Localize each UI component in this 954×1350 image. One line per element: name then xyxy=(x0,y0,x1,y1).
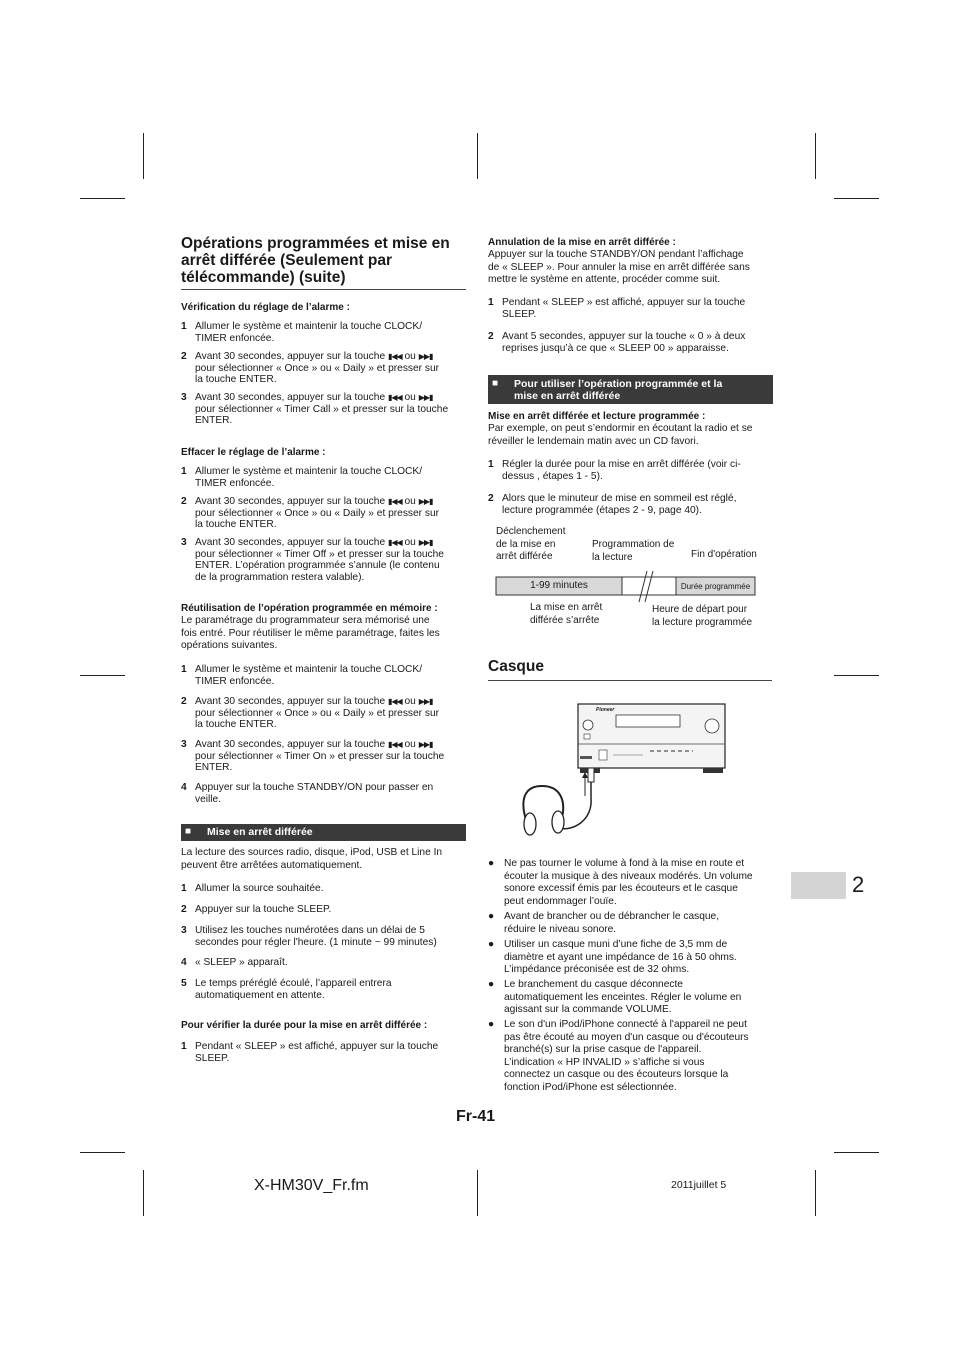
bullet-line: écouter la musique à des niveaux modérés. Un volume xyxy=(504,870,753,882)
para-line: La lecture des sources radio, disque, iPod, USB et Line In xyxy=(181,847,443,858)
step-line: pour sélectionner « Once » ou « Daily » et presser sur xyxy=(195,707,440,719)
step-line: TIMER enfoncée. xyxy=(195,675,275,687)
bullet-line: Avant de brancher ou de débrancher le casque, xyxy=(504,911,720,922)
annulation-step-2 xyxy=(488,331,778,354)
sleep-step-4 xyxy=(181,957,471,969)
step-line: Avant 30 secondes, appuyer sur la touche xyxy=(195,351,386,362)
combo-step-2 xyxy=(488,493,778,516)
crop-mark xyxy=(477,1170,478,1216)
bullet-line: peut endommager l’ouïe. xyxy=(504,895,617,907)
reutilisation-step-1 xyxy=(181,664,471,687)
volume-knob xyxy=(583,720,593,730)
casque-bullet-2 xyxy=(488,911,773,936)
footer-filename: X-HM30V_Fr.fm xyxy=(254,1177,369,1194)
bullet-line: fonction iPod/iPhone est sélectionnée. xyxy=(504,1081,677,1093)
annulation-heading: Annulation de la mise en arrêt différée : xyxy=(488,237,676,248)
step-line: Allumer le système et maintenir la touche CLOCK/ xyxy=(195,466,423,477)
next-track-icon: ▶▶▮ xyxy=(418,497,433,506)
label-line: arrêt différée xyxy=(496,551,553,562)
bar-line: mise en arrêt différée xyxy=(514,390,621,402)
para-line: de « SLEEP ». Pour annuler la mise en arrêt différée sans xyxy=(488,261,750,273)
previous-track-icon: ▮◀◀ xyxy=(387,740,402,749)
title-line: Opérations programmées et mise en xyxy=(181,235,450,252)
step-line: lecture programmée (étapes 2 - 9, page 40). xyxy=(502,504,702,516)
bullet-line: diamètre et ayant une impédance de 16 à 50 ohms. xyxy=(504,951,737,963)
sleep-paragraph xyxy=(181,847,471,872)
effacer-step-2 xyxy=(181,496,471,531)
step-line: automatiquement en attente. xyxy=(195,989,325,1001)
headphone-connection-illustration xyxy=(518,700,728,850)
bullet-line: automatiquement les enceintes. Régler le volume en xyxy=(504,991,742,1003)
para-line: Appuyer sur la touche STANDBY/ON pendant l’affichage xyxy=(488,249,744,260)
title-rule xyxy=(181,289,466,290)
reutilisation-step-3 xyxy=(181,739,471,774)
step-number: 3 xyxy=(181,392,187,403)
unit-foot xyxy=(703,768,723,773)
step-number: 5 xyxy=(181,978,187,989)
bullet-icon: ● xyxy=(488,1019,495,1030)
step-number: 3 xyxy=(181,537,187,548)
label-line: de la mise en xyxy=(496,538,556,550)
reutilisation-step-2 xyxy=(181,696,471,731)
bullet-line: Le branchement du casque déconnecte xyxy=(504,979,683,990)
combo-section-title xyxy=(514,378,722,402)
crop-mark xyxy=(815,1170,816,1216)
bullet-line: L’impédance préconisée est de 32 ohms. xyxy=(504,964,690,976)
next-track-icon: ▶▶▮ xyxy=(418,697,433,706)
step-number: 2 xyxy=(488,493,494,504)
step-line: SLEEP. xyxy=(502,308,537,320)
step-number: 2 xyxy=(181,904,187,915)
label-line: Heure de départ pour xyxy=(652,604,748,615)
step-line: dessus , étapes 1 - 5). xyxy=(502,470,603,482)
step-line: Régler la durée pour la mise en arrêt différée (voir ci- xyxy=(502,459,741,470)
step-number: 1 xyxy=(181,664,187,675)
timeline-duration-label: Durée programmée xyxy=(680,582,751,591)
casque-bullet-3 xyxy=(488,939,773,977)
para-line: réveiller le lendemain matin avec un CD favori. xyxy=(488,435,699,447)
verification-step-2 xyxy=(181,351,471,386)
chapter-tab xyxy=(791,872,846,899)
para-line: Par exemple, on peut s’endormir en écoutant la radio et se xyxy=(488,423,753,434)
step-line: Utilisez les touches numérotées dans un délai de 5 xyxy=(195,925,425,936)
step-number: 1 xyxy=(181,1041,187,1052)
bullet-line: agissant sur la commande VOLUME. xyxy=(504,1004,672,1016)
verification-heading: Vérification du réglage de l’alarme : xyxy=(181,302,350,313)
stereo-brand-logo: Pioneer xyxy=(596,707,615,713)
crop-mark xyxy=(834,1152,879,1153)
bullet-line: connectez un casque ou des écouteurs lorsque la xyxy=(504,1069,729,1081)
para-line: opérations suivantes. xyxy=(181,640,278,651)
previous-track-icon: ▮◀◀ xyxy=(387,697,402,706)
step-number: 2 xyxy=(181,696,187,707)
step-line: SLEEP. xyxy=(195,1052,230,1064)
step-number: 3 xyxy=(181,739,187,750)
step-line: reprises jusqu’à ce que « SLEEP 00 » apparaisse. xyxy=(502,342,729,354)
or-word: ou xyxy=(404,496,416,507)
casque-bullet-1 xyxy=(488,858,773,908)
step-line: Avant 30 secondes, appuyer sur la touche xyxy=(195,696,386,707)
step-line: Avant 30 secondes, appuyer sur la touche xyxy=(195,496,386,507)
para-line: peuvent être arrêtées automatiquement. xyxy=(181,859,363,871)
headphone-jack-plug xyxy=(588,768,594,782)
step-number: 1 xyxy=(488,459,494,470)
step-line: pour sélectionner « Once » ou « Daily » et presser sur xyxy=(195,507,440,519)
step-line: Allumer la source souhaitée. xyxy=(195,883,324,894)
bullet-icon: ● xyxy=(488,858,495,869)
step-line: veille. xyxy=(195,793,222,805)
section-title xyxy=(181,235,471,286)
combo-section-bar xyxy=(488,375,773,404)
bullet-line: branché(s) sur la prise casque de l'appareil. xyxy=(504,1044,702,1056)
annulation-paragraph xyxy=(488,249,778,287)
step-line: Pendant « SLEEP » est affiché, appuyer sur la touche xyxy=(195,1041,439,1052)
label-line: Déclenchement xyxy=(496,526,566,537)
bullet-icon: ● xyxy=(488,939,495,950)
sleep-section-title: Mise en arrêt différée xyxy=(207,826,313,838)
step-line: ENTER. L’opération programmée s’annule (le contenu xyxy=(195,560,440,571)
crop-mark xyxy=(80,1152,125,1153)
reutilisation-heading: Réutilisation de l’opération programmée en mémoire : xyxy=(181,603,438,614)
footer-date: 2011juillet 5 xyxy=(671,1179,727,1191)
step-line: pour sélectionner « Once » ou « Daily » et presser sur xyxy=(195,362,440,374)
step-line: « SLEEP » apparaît. xyxy=(195,957,288,968)
step-line: ENTER. xyxy=(195,762,233,773)
combo-heading: Mise en arrêt différée et lecture programmée : xyxy=(488,411,706,422)
effacer-heading: Effacer le réglage de l’alarme : xyxy=(181,447,326,458)
step-line: la touche ENTER. xyxy=(195,719,277,730)
label-line: Programmation de xyxy=(592,539,675,550)
casque-bullet-5 xyxy=(488,1019,773,1095)
bullet-line: sonore excessif émis par les écouteurs et le casque xyxy=(504,883,738,895)
sleep-step-3 xyxy=(181,925,471,948)
previous-track-icon: ▮◀◀ xyxy=(387,352,402,361)
previous-track-icon: ▮◀◀ xyxy=(387,538,402,547)
sleep-check-heading: Pour vérifier la durée pour la mise en arrêt différée : xyxy=(181,1020,428,1031)
para-line: Le paramétrage du programmateur sera mémorisé une xyxy=(181,615,430,626)
step-line: Avant 30 secondes, appuyer sur la touche xyxy=(195,739,386,750)
bullet-line: L’indication « HP INVALID » s’affiche si vous xyxy=(504,1056,705,1068)
bullet-line: Utiliser un casque muni d’une fiche de 3,5 mm de xyxy=(504,939,728,950)
step-number: 1 xyxy=(181,883,187,894)
step-number: 1 xyxy=(488,297,494,308)
previous-track-icon: ▮◀◀ xyxy=(387,393,402,402)
label-line: la lecture xyxy=(592,551,633,563)
crop-mark xyxy=(143,1170,144,1216)
verification-step-1 xyxy=(181,321,471,344)
step-line: Appuyer sur la touche SLEEP. xyxy=(195,904,332,915)
or-word: ou xyxy=(404,696,416,707)
label-line: différée s’arrête xyxy=(530,614,600,626)
bar-line: Pour utiliser l’opération programmée et la xyxy=(514,378,723,390)
crop-mark xyxy=(80,675,125,676)
step-line: Avant 30 secondes, appuyer sur la touche xyxy=(195,537,386,548)
next-track-icon: ▶▶▮ xyxy=(418,352,433,361)
step-line: Allumer le système et maintenir la touche CLOCK/ xyxy=(195,664,423,675)
crop-mark xyxy=(143,133,144,179)
sleep-step-5 xyxy=(181,978,471,1001)
sleep-check-step-1 xyxy=(181,1041,471,1064)
step-line: de la programmation restera valable). xyxy=(195,571,365,583)
step-number: 3 xyxy=(181,925,187,936)
step-number: 1 xyxy=(181,321,187,332)
next-track-icon: ▶▶▮ xyxy=(418,393,433,402)
step-line: Pendant « SLEEP » est affiché, appuyer sur la touche xyxy=(502,297,746,308)
chapter-number: 2 xyxy=(852,872,865,897)
step-line: secondes pour régler l'heure. (1 minute ~ 99 minutes) xyxy=(195,936,437,948)
title-line: arrêt différée (Seulement par xyxy=(181,252,393,269)
step-line: pour sélectionner « Timer On » et presser sur la touche xyxy=(195,750,445,762)
step-line: Avant 30 secondes, appuyer sur la touche xyxy=(195,392,386,403)
step-number: 4 xyxy=(181,782,187,793)
or-word: ou xyxy=(404,351,416,362)
step-number: 2 xyxy=(181,351,187,362)
reutilisation-step-4 xyxy=(181,782,471,805)
reutilisation-paragraph xyxy=(181,615,471,653)
label-line: la lecture programmée xyxy=(652,616,753,628)
crop-mark xyxy=(477,133,478,179)
or-word: ou xyxy=(404,739,416,750)
step-number: 2 xyxy=(488,331,494,342)
bullet-icon: ● xyxy=(488,911,495,922)
next-track-icon: ▶▶▮ xyxy=(418,538,433,547)
diagram-label-end: Fin d'opération xyxy=(691,549,757,560)
effacer-step-1 xyxy=(181,466,471,489)
step-number: 2 xyxy=(181,496,187,507)
sleep-step-2 xyxy=(181,904,471,916)
crop-mark xyxy=(815,133,816,179)
next-track-icon: ▶▶▮ xyxy=(418,740,433,749)
bullet-line: réduire le niveau sonore. xyxy=(504,923,617,935)
combo-paragraph xyxy=(488,423,778,448)
bar-square-icon: ■ xyxy=(492,378,499,389)
step-line: Allumer le système et maintenir la touche CLOCK/ xyxy=(195,321,423,332)
diagram-label-stop xyxy=(530,602,602,627)
step-line: Appuyer sur la touche STANDBY/ON pour passer en xyxy=(195,782,434,793)
step-line: pour sélectionner « Timer Call » et presser sur la touche xyxy=(195,403,449,415)
verification-step-3 xyxy=(181,392,471,427)
sleep-section-bar xyxy=(181,824,466,841)
bullet-line: Le son d'un iPod/iPhone connecté à l'appareil ne peut xyxy=(504,1019,747,1030)
casque-rule xyxy=(488,680,772,681)
diagram-label-trigger xyxy=(496,526,565,564)
stereo-display xyxy=(616,715,680,727)
casque-bullet-4 xyxy=(488,979,773,1017)
step-line: pour sélectionner « Timer Off » et presser sur la touche xyxy=(195,548,444,560)
step-line: TIMER enfoncée. xyxy=(195,477,275,489)
step-line: la touche ENTER. xyxy=(195,374,277,385)
timeline-minutes-label: 1-99 minutes xyxy=(530,580,588,591)
or-word: ou xyxy=(404,537,416,548)
step-line: TIMER enfoncée. xyxy=(195,332,275,344)
previous-track-icon: ▮◀◀ xyxy=(387,497,402,506)
crop-mark xyxy=(834,675,879,676)
effacer-step-3 xyxy=(181,537,471,583)
step-line: ENTER. xyxy=(195,415,233,426)
combo-step-1 xyxy=(488,459,778,482)
diagram-label-program xyxy=(592,539,674,564)
step-line: Le temps préréglé écoulé, l’appareil entrera xyxy=(195,978,392,989)
crop-mark xyxy=(80,198,125,199)
bar-square-icon: ■ xyxy=(185,826,192,837)
label-line: La mise en arrêt xyxy=(530,602,603,613)
step-number: 4 xyxy=(181,957,187,968)
power-button xyxy=(705,719,719,733)
bullet-line: Ne pas tourner le volume à fond à la mise en route et xyxy=(504,858,745,869)
step-number: 1 xyxy=(181,466,187,477)
bullet-line: pas être écouté au moyen d'un casque ou d'écouteurs xyxy=(504,1031,749,1043)
para-line: mettre le système en attente, procéder comme suit. xyxy=(488,274,721,285)
step-line: Avant 5 secondes, appuyer sur la touche « 0 » à deux xyxy=(502,331,746,342)
step-line: la touche ENTER. xyxy=(195,519,277,530)
or-word: ou xyxy=(404,392,416,403)
para-line: fois entré. Pour réutiliser le même paramétrage, faites les xyxy=(181,627,440,639)
annulation-step-1 xyxy=(488,297,778,320)
step-line: Alors que le minuteur de mise en sommeil est réglé, xyxy=(502,493,737,504)
casque-title: Casque xyxy=(488,658,544,675)
crop-mark xyxy=(834,198,879,199)
title-line: télécommande) (suite) xyxy=(181,269,346,286)
sleep-step-1 xyxy=(181,883,471,895)
page-number: Fr-41 xyxy=(456,1108,496,1125)
diagram-label-start xyxy=(652,604,752,629)
bullet-icon: ● xyxy=(488,979,495,990)
